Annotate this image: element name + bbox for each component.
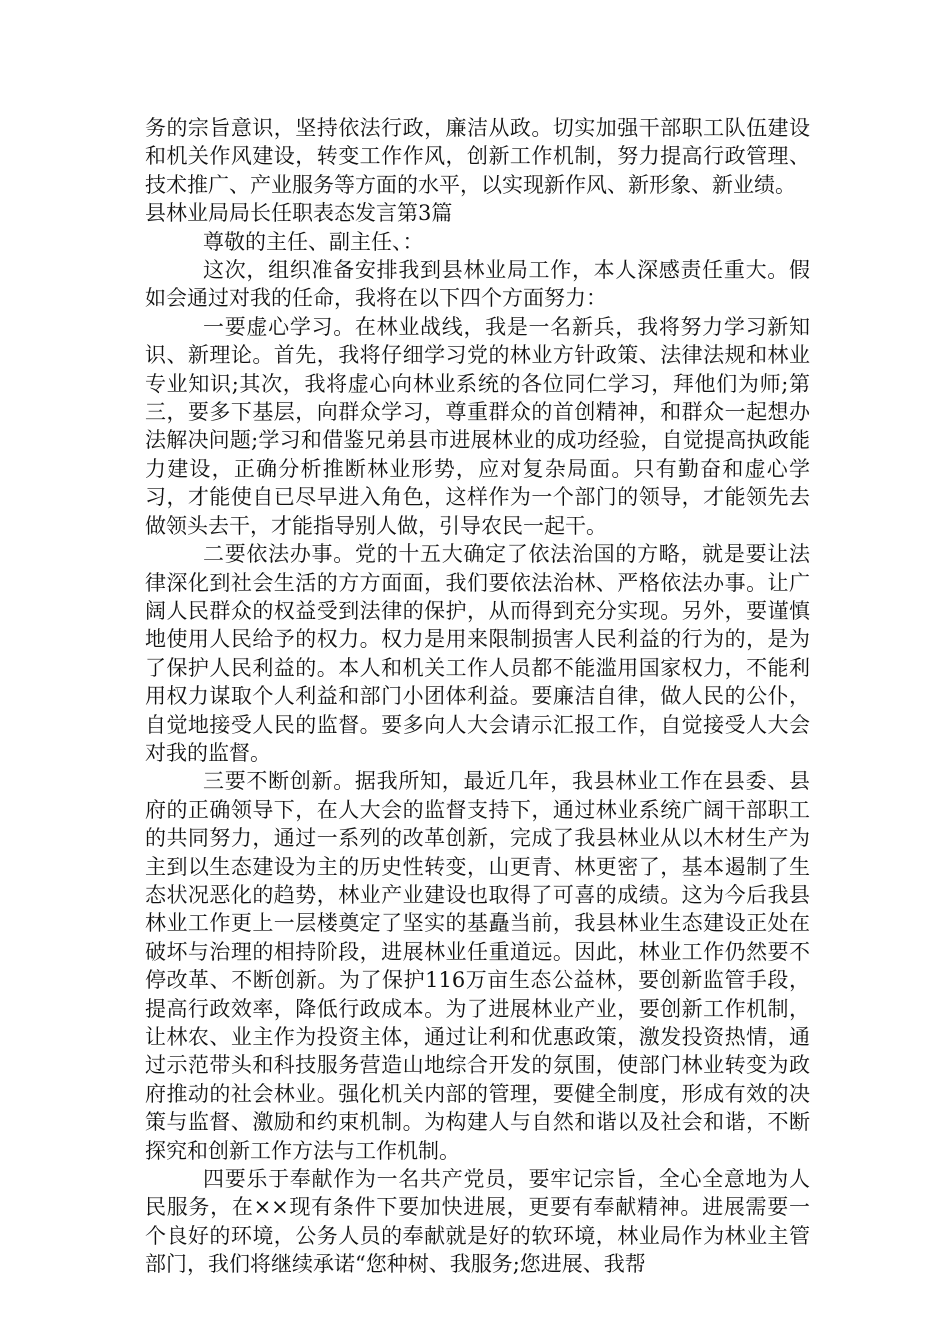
paragraph-law: 二要依法办事。党的十五大确定了依法治国的方略，就是要让法律深化到社会生活的方方面面，我们要依法治林、严格依法办事。让广阔人民群众的权益受到法律的保护，从而得到充分实现。另外，要谨慎地使用人民给予的权力。权力是用来限制损害人民利益的行为的，是为了保护人民利益的。本人和机关工作人员都不能滥用国家权力，不能利用权力谋取个人利益和部门小团体利益。要廉洁自律，做人民的公仆，自觉地接受人民的监督。要多向人大会请示汇报工作，自觉接受人大会对我的监督。 <box>145 542 810 765</box>
paragraph-innovation: 三要不断创新。据我所知，最近几年，我县林业工作在县委、县府的正确领导下，在人大会的监督支持下，通过林业系统广阔干部职工的共同努力，通过一系列的改革创新，完成了我县林业从以木材生产为主到以生态建设为主的历史性转变，山更青、林更密了，基本遏制了生态状况恶化的趋势，林业产业建设也取得了可喜的成绩。这为今后我县林业工作更上一层楼奠定了坚实的基矗当前，我县林业生态建设正处在破坏与治理的相持阶段，进展林业任重道远。因此，林业工作仍然要不停改革、不断创新。为了保护116万亩生态公益林，要创新监管手段，提高行政效率，降低行政成本。为了进展林业产业，要创新工作机制，让林农、业主作为投资主体，通过让利和优惠政策，激发投资热情，通过示范带头和科技服务营造山地综合开发的氛围，使部门林业转变为政府推动的社会林业。强化机关内部的管理，要健全制度，形成有效的决策与监督、激励和约束机制。为构建人与自然和谐以及社会和谐，不断探究和创新工作方法与工作机制。 <box>145 769 810 1163</box>
paragraph-intro: 这次，组织准备安排我到县林业局工作，本人深感责任重大。假如会通过对我的任命，我将在以下四个方面努力： <box>145 258 810 311</box>
paragraph-continued: 务的宗旨意识，坚持依法行政，廉洁从政。切实加强干部职工队伍建设和机关作风建设，转变工作作风，创新工作机制，努力提高行政管理、技术推广、产业服务等方面的水平，以实现新作风、新形象、新业绩。 <box>145 116 810 197</box>
document-body <box>145 114 810 1279</box>
salutation: 尊敬的主任、副主任、： <box>203 229 424 254</box>
section-title: 县林业局局长任职表态发言第3篇 <box>145 201 453 226</box>
paragraph-dedication: 四要乐于奉献作为一名共产党员，要牢记宗旨，全心全意地为人民服务，在××现有条件下要加快进展，更要有奉献精神。进展需要一个良好的环境，公务人员的奉献就是好的软环境，林业局作为林业主管部门，我们将继续承诺“您种树、我服务;您进展、我帮 <box>145 1167 810 1277</box>
paragraph-learning: 一要虚心学习。在林业战线，我是一名新兵，我将努力学习新知识、新理论。首先，我将仔细学习党的林业方针政策、法律法规和林业专业知识;其次，我将虚心向林业系统的各位同仁学习，拜他们为师;第三，要多下基层，向群众学习，尊重群众的首创精神，和群众一起想办法解决问题;学习和借鉴兄弟县市进展林业的成功经验，自觉提高执政能力建设，正确分析推断林业形势，应对复杂局面。只有勤奋和虚心学习，才能使自已尽早进入角色，这样作为一个部门的领导，才能领先去做领头去干，才能指导别人做，引导农民一起干。 <box>145 314 810 538</box>
